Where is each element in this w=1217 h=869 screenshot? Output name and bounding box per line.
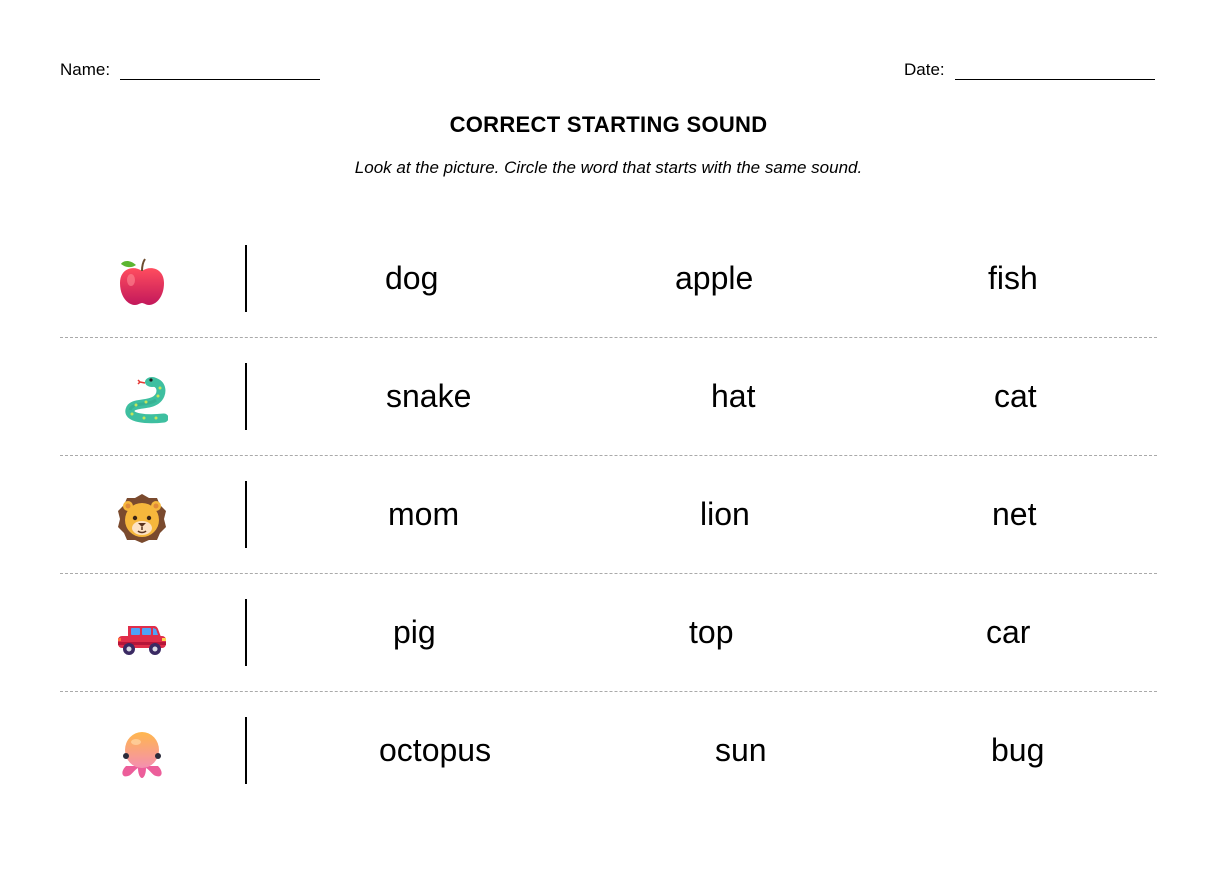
date-label: Date: [904,60,945,79]
word-choice[interactable]: dog [385,260,439,296]
question-row [60,338,1157,456]
word-choice[interactable]: sun [715,732,767,768]
row-divider [245,481,247,548]
worksheet-title: CORRECT STARTING SOUND [449,112,768,137]
word-choice[interactable]: net [992,496,1037,532]
word-choice[interactable]: octopus [379,732,492,768]
word-choice[interactable]: bug [991,732,1045,768]
word-choice[interactable]: cat [994,378,1037,414]
name-field [60,60,320,80]
word-choice[interactable]: top [689,614,734,650]
question-row [60,574,1157,692]
name-blank-line[interactable] [120,65,320,80]
row-divider [245,363,247,430]
word-choice[interactable]: hat [711,378,756,414]
word-choice[interactable]: car [986,614,1031,650]
lion-icon [116,492,168,544]
question-list [60,220,1157,809]
row-divider [245,245,247,312]
snake-icon [116,374,168,426]
apple-icon [116,256,168,308]
row-divider [245,599,247,666]
car-icon [116,610,168,662]
name-label: Name: [60,60,111,79]
word-choice[interactable]: fish [988,260,1038,296]
question-row [60,220,1157,338]
word-choice[interactable]: snake [386,378,472,414]
question-row [60,692,1157,809]
word-choice[interactable]: mom [388,496,460,532]
row-divider [245,717,247,784]
date-field [904,60,1155,80]
date-blank-line[interactable] [955,65,1155,80]
worksheet-instructions: Look at the picture. Circle the word that starts with the same sound. [354,158,863,177]
question-row [60,456,1157,574]
octopus-icon [116,728,168,780]
word-choice[interactable]: apple [675,260,754,296]
word-choice[interactable]: lion [700,496,750,532]
word-choice[interactable]: pig [393,614,436,650]
